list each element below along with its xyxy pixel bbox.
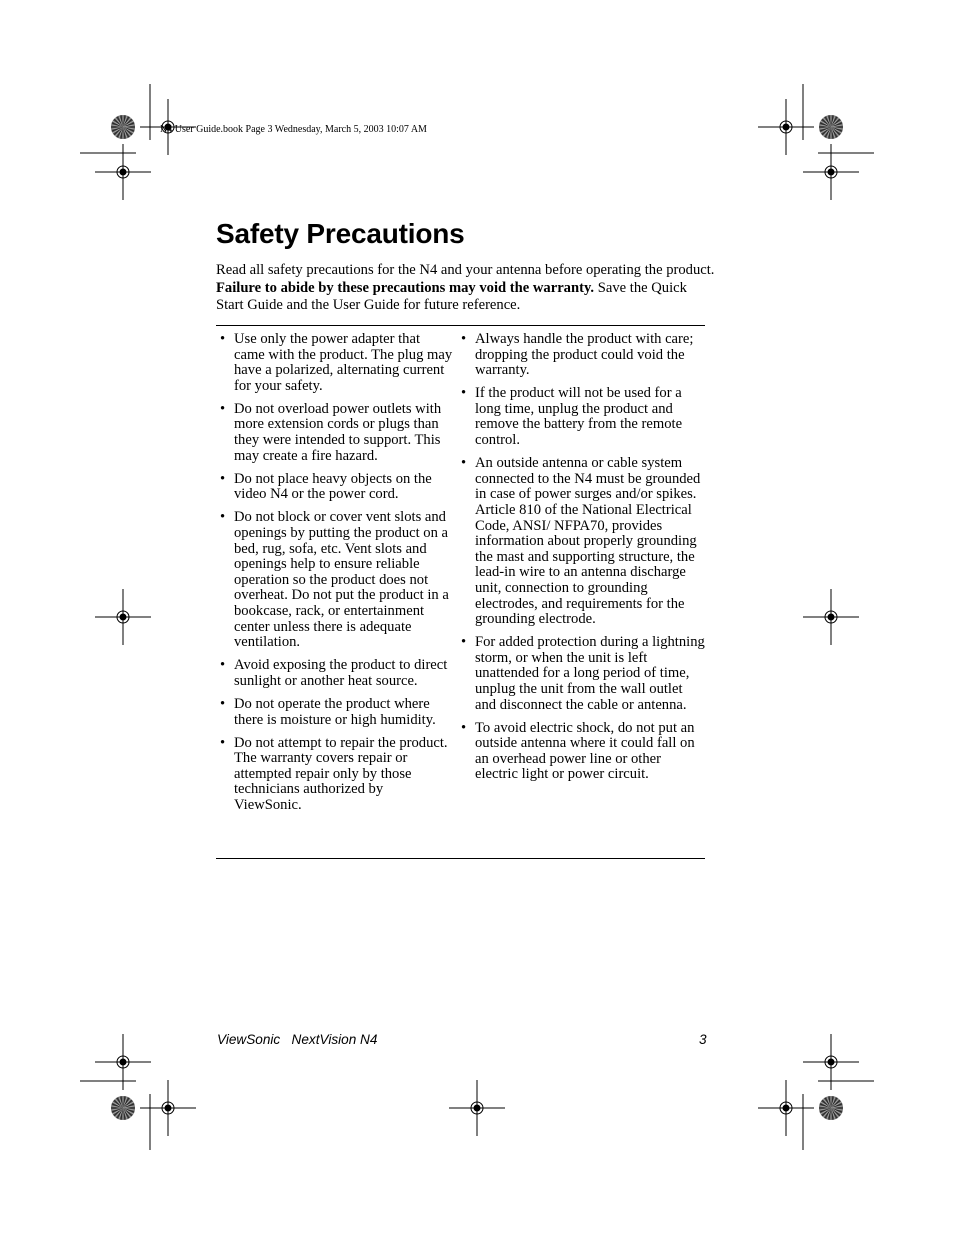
page-title: Safety Precautions	[216, 218, 465, 249]
registration-mark	[95, 1034, 151, 1090]
intro-text: Read all safety precautions for the N4 and your antenna before operating the product.	[216, 262, 715, 278]
registration-mark	[140, 1080, 196, 1136]
list-item: • Use only the power adapter that came with the product. The plug may have a polarized, alternating current for your safety.	[218, 332, 454, 394]
list-item: • An outside antenna or cable system connected to the N4 must be grounded in case of power surges and/or spikes. Article 810 of the National Electrical Code, ANSI/ NFPA70, provides information about properly grounding the mast and supporting structure, the lead-in wire to an antenna discharge unit, connection to grounding electrodes, and requirements for the grounding electrode.	[459, 456, 705, 628]
precautions-right-column	[459, 332, 705, 791]
registration-mark	[803, 589, 859, 645]
list-item: • Do not operate the product where there is moisture or high humidity.	[218, 697, 454, 728]
footer-brand: ViewSonic NextVision N4	[217, 1032, 378, 1047]
registration-mark	[95, 144, 151, 200]
registration-mark	[803, 1034, 859, 1090]
registration-mark	[95, 589, 151, 645]
registration-mark	[449, 1080, 505, 1136]
registration-mark	[758, 1080, 814, 1136]
bottom-divider	[216, 858, 705, 859]
list-item: • Avoid exposing the product to direct sunlight or another heat source.	[218, 658, 454, 689]
page-number: 3	[699, 1032, 707, 1047]
color-star-target	[819, 115, 843, 139]
intro-paragraph	[216, 262, 716, 315]
intro-text-end: Save the Quick Start Guide and the User Guide for future reference.	[216, 279, 687, 314]
list-item: • Do not place heavy objects on the video N4 or the power cord.	[218, 472, 454, 503]
list-item: • If the product will not be used for a long time, unplug the product and remove the battery from the remote control.	[459, 386, 705, 448]
registration-mark	[758, 99, 814, 155]
intro-warning: Failure to abide by these precautions may void the warranty.	[216, 279, 595, 296]
top-divider	[216, 325, 705, 326]
list-item: • For added protection during a lightning storm, or when the unit is left unattended for a long period of time, unplug the unit from the wall outlet and disconnect the cable or antenna.	[459, 635, 705, 713]
print-slug: N4 User Guide.book Page 3 Wednesday, March 5, 2003 10:07 AM	[160, 124, 427, 135]
list-item: • Do not attempt to repair the product. The warranty covers repair or attempted repair only by those technicians authorized by ViewSonic.	[218, 736, 454, 814]
color-star-target	[819, 1096, 843, 1120]
list-item: • Do not overload power outlets with more extension cords or plugs than they were intended to support. This may create a fire hazard.	[218, 402, 454, 464]
list-item: • To avoid electric shock, do not put an outside antenna where it could fall on an overhead power line or other electric light or power circuit.	[459, 721, 705, 783]
registration-mark	[803, 144, 859, 200]
list-item: • Do not block or cover vent slots and openings by putting the product on a bed, rug, sofa, etc. Vent slots and openings help to ensure reliable operation so the product does not overheat. Do not put the product in a bookcase, rack, or entertainment center unless there is adequate ventilation.	[218, 510, 454, 650]
list-item: • Always handle the product with care; dropping the product could void the warranty.	[459, 332, 705, 379]
color-star-target	[111, 1096, 135, 1120]
precautions-left-column	[218, 332, 454, 821]
color-star-target	[111, 115, 135, 139]
